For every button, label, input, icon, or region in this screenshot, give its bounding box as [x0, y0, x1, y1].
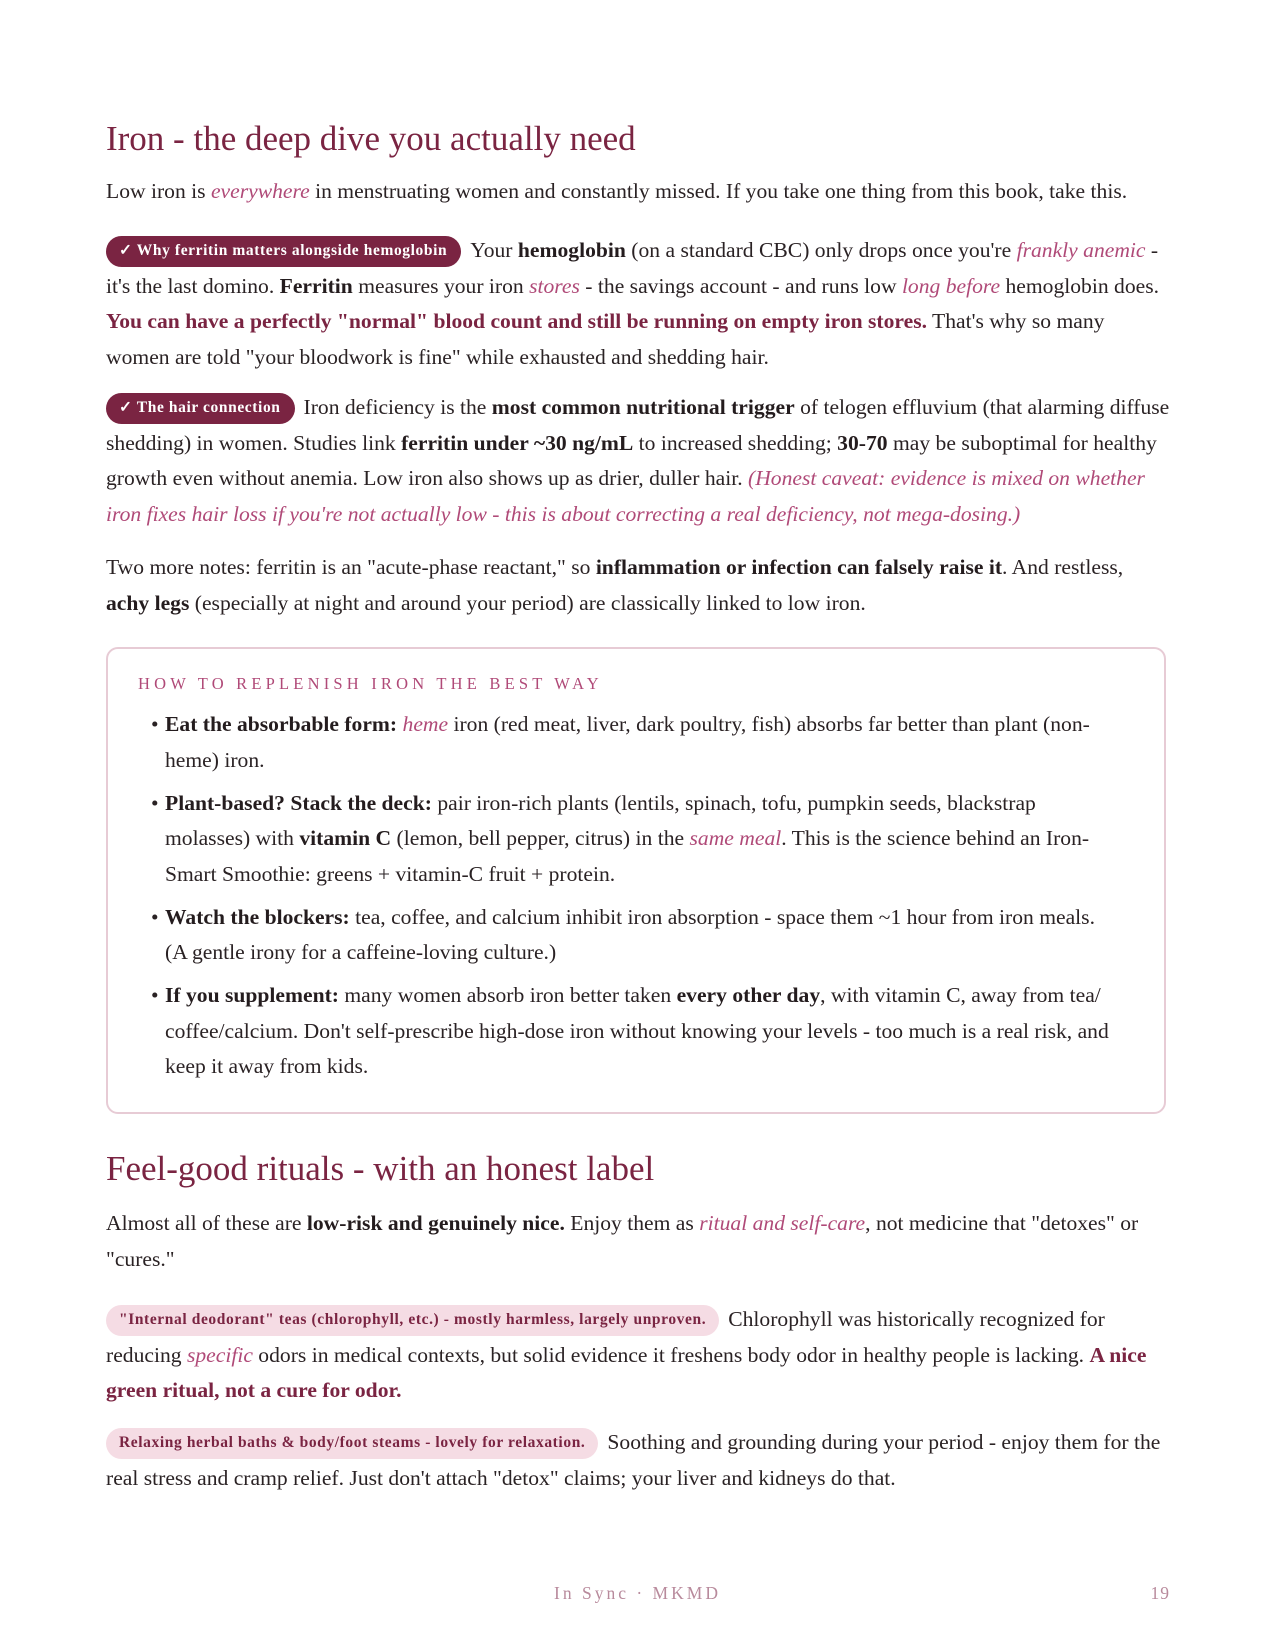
- hair-badge: ✓ The hair connection: [106, 393, 295, 424]
- ferritin-badge: ✓ Why ferritin matters alongside hemoglobin: [106, 236, 461, 267]
- rituals-intro-paragraph: [106, 1206, 1170, 1277]
- text: That's why so many women are told "your bloodwork is fine" while exhausted and shedding hair.: [106, 309, 1105, 369]
- ferritin-paragraph: [106, 233, 1170, 375]
- emphasis: heme: [402, 712, 449, 736]
- list-item: [151, 786, 1121, 893]
- key-statement: A nice green ritual, not a cure for odor.: [106, 1342, 1147, 1402]
- intro-paragraph: [106, 174, 1170, 210]
- text: (lemon, bell pepper, citrus) in the: [391, 826, 690, 850]
- page-number: 19: [1150, 1583, 1170, 1603]
- text: Soothing and grounding during your period - enjoy them for the real stress and cramp relief. Just don't attach "detox" claims; your liver and kidneys do that.: [106, 1430, 1161, 1490]
- text: to increased shedding;: [633, 430, 838, 455]
- emphasis: frankly anemic: [1016, 238, 1146, 262]
- bold-term: inflammation or infection can falsely raise it: [595, 555, 1003, 579]
- emphasis: ritual and self-care: [699, 1211, 866, 1235]
- text: , not medicine that "detoxes" or "cures.": [106, 1211, 1139, 1271]
- section-title-iron: Iron - the deep dive you actually need: [106, 119, 636, 158]
- text: Almost all of these are: [106, 1211, 307, 1235]
- baths-paragraph: [106, 1425, 1170, 1496]
- text: Low iron is: [106, 179, 211, 203]
- bold-term: vitamin C: [299, 826, 392, 850]
- item-lead: Eat the absorbable form:: [165, 712, 398, 736]
- section-title-rituals: Feel-good rituals - with an honest label: [106, 1149, 655, 1188]
- bullet-icon: •: [151, 790, 159, 815]
- text: measures your iron: [352, 273, 530, 298]
- text: (on a standard CBC) only drops once you're: [625, 238, 1017, 262]
- replenish-box: [106, 647, 1166, 1114]
- caveat: (Honest caveat: evidence is mixed on whether iron fixes hair loss if you're not actually low - this is about correcting a real deficiency, not mega-dosing.): [106, 466, 1145, 526]
- text: odors in medical contexts, but solid evidence it freshens body odor in healthy people is lacking.: [252, 1342, 1090, 1367]
- text: many women absorb iron better taken: [338, 983, 677, 1007]
- text: , with vitamin C, away from tea/ coffee/calcium. Don't self-prescribe high-dose iron without knowing your levels - too much is a real risk, and keep it away from kids.: [165, 983, 1109, 1078]
- text: . This is the science behind an Iron-Smart Smoothie: greens + vitamin-C fruit + protein.: [165, 826, 1090, 886]
- list-item: [151, 978, 1121, 1085]
- text: . And restless,: [1002, 555, 1124, 579]
- bold-term: hemoglobin: [517, 238, 626, 262]
- text: - it's the last domino.: [106, 238, 1159, 298]
- text: Two more notes: ferritin is an "acute-phase reactant," so: [106, 555, 596, 579]
- list-item: [151, 707, 1121, 778]
- notes-paragraph: [106, 550, 1170, 621]
- text: may be suboptimal for healthy growth even without anemia. Low iron also shows up as drier, duller hair.: [106, 430, 1157, 490]
- item-lead: If you supplement:: [165, 983, 339, 1007]
- text: Your: [470, 238, 518, 262]
- replenish-list: [151, 707, 1121, 1092]
- text: in menstruating women and constantly missed. If you take one thing from this book, take this.: [309, 179, 1128, 203]
- text: of telogen effluvium (that alarming diffuse shedding) in women. Studies link: [106, 395, 1170, 455]
- replenish-box-title: HOW TO REPLENISH IRON THE BEST WAY: [138, 674, 603, 693]
- emphasis: stores: [529, 273, 580, 298]
- bullet-icon: •: [151, 983, 159, 1007]
- teas-paragraph: [106, 1302, 1170, 1409]
- emphasis: specific: [186, 1342, 253, 1367]
- teas-badge: "Internal deodorant" teas (chlorophyll, etc.) - mostly harmless, largely unproven.: [106, 1305, 719, 1336]
- text: iron (red meat, liver, dark poultry, fish) absorbs far better than plant (non-heme) iron.: [165, 712, 1090, 772]
- bullet-icon: •: [151, 712, 159, 736]
- text: tea, coffee, and calcium inhibit iron absorption - space them ~1 hour from iron meals. (A gentle irony for a caffeine-loving culture.): [165, 904, 1095, 964]
- text: Chlorophyll was historically recognized for reducing: [106, 1307, 1105, 1367]
- text: - the savings account - and runs low: [579, 273, 902, 298]
- emphasis: everywhere: [210, 179, 310, 203]
- bullet-icon: •: [151, 904, 159, 929]
- item-lead: Watch the blockers:: [165, 904, 350, 929]
- item-lead: Plant-based? Stack the deck:: [165, 790, 432, 815]
- key-statement: You can have a perfectly "normal" blood count and still be running on empty iron stores.: [106, 309, 928, 333]
- emphasis: long before: [901, 273, 1001, 298]
- bold-term: 30-70: [837, 430, 888, 455]
- bold-term: ferritin under ~30 ng/mL: [401, 430, 634, 455]
- bold-term: every other day: [676, 983, 821, 1007]
- list-item: [151, 900, 1121, 971]
- text: hemoglobin does.: [1000, 273, 1160, 298]
- bold-term: low-risk and genuinely nice.: [306, 1211, 565, 1235]
- text: Iron deficiency is the: [303, 395, 492, 419]
- text: Enjoy them as: [564, 1211, 700, 1235]
- bold-term: most common nutritional trigger: [491, 395, 795, 419]
- text: (especially at night and around your period) are classically linked to low iron.: [189, 590, 866, 615]
- emphasis: same meal: [689, 826, 782, 850]
- bold-term: achy legs: [106, 590, 190, 615]
- text: pair iron-rich plants (lentils, spinach, tofu, pumpkin seeds, blackstrap molasses) with: [165, 790, 1036, 850]
- hair-paragraph: [106, 390, 1170, 532]
- baths-badge: Relaxing herbal baths & body/foot steams - lovely for relaxation.: [106, 1428, 598, 1459]
- footer-running-title: In Sync · MKMD: [554, 1583, 721, 1603]
- bold-term: Ferritin: [279, 273, 353, 298]
